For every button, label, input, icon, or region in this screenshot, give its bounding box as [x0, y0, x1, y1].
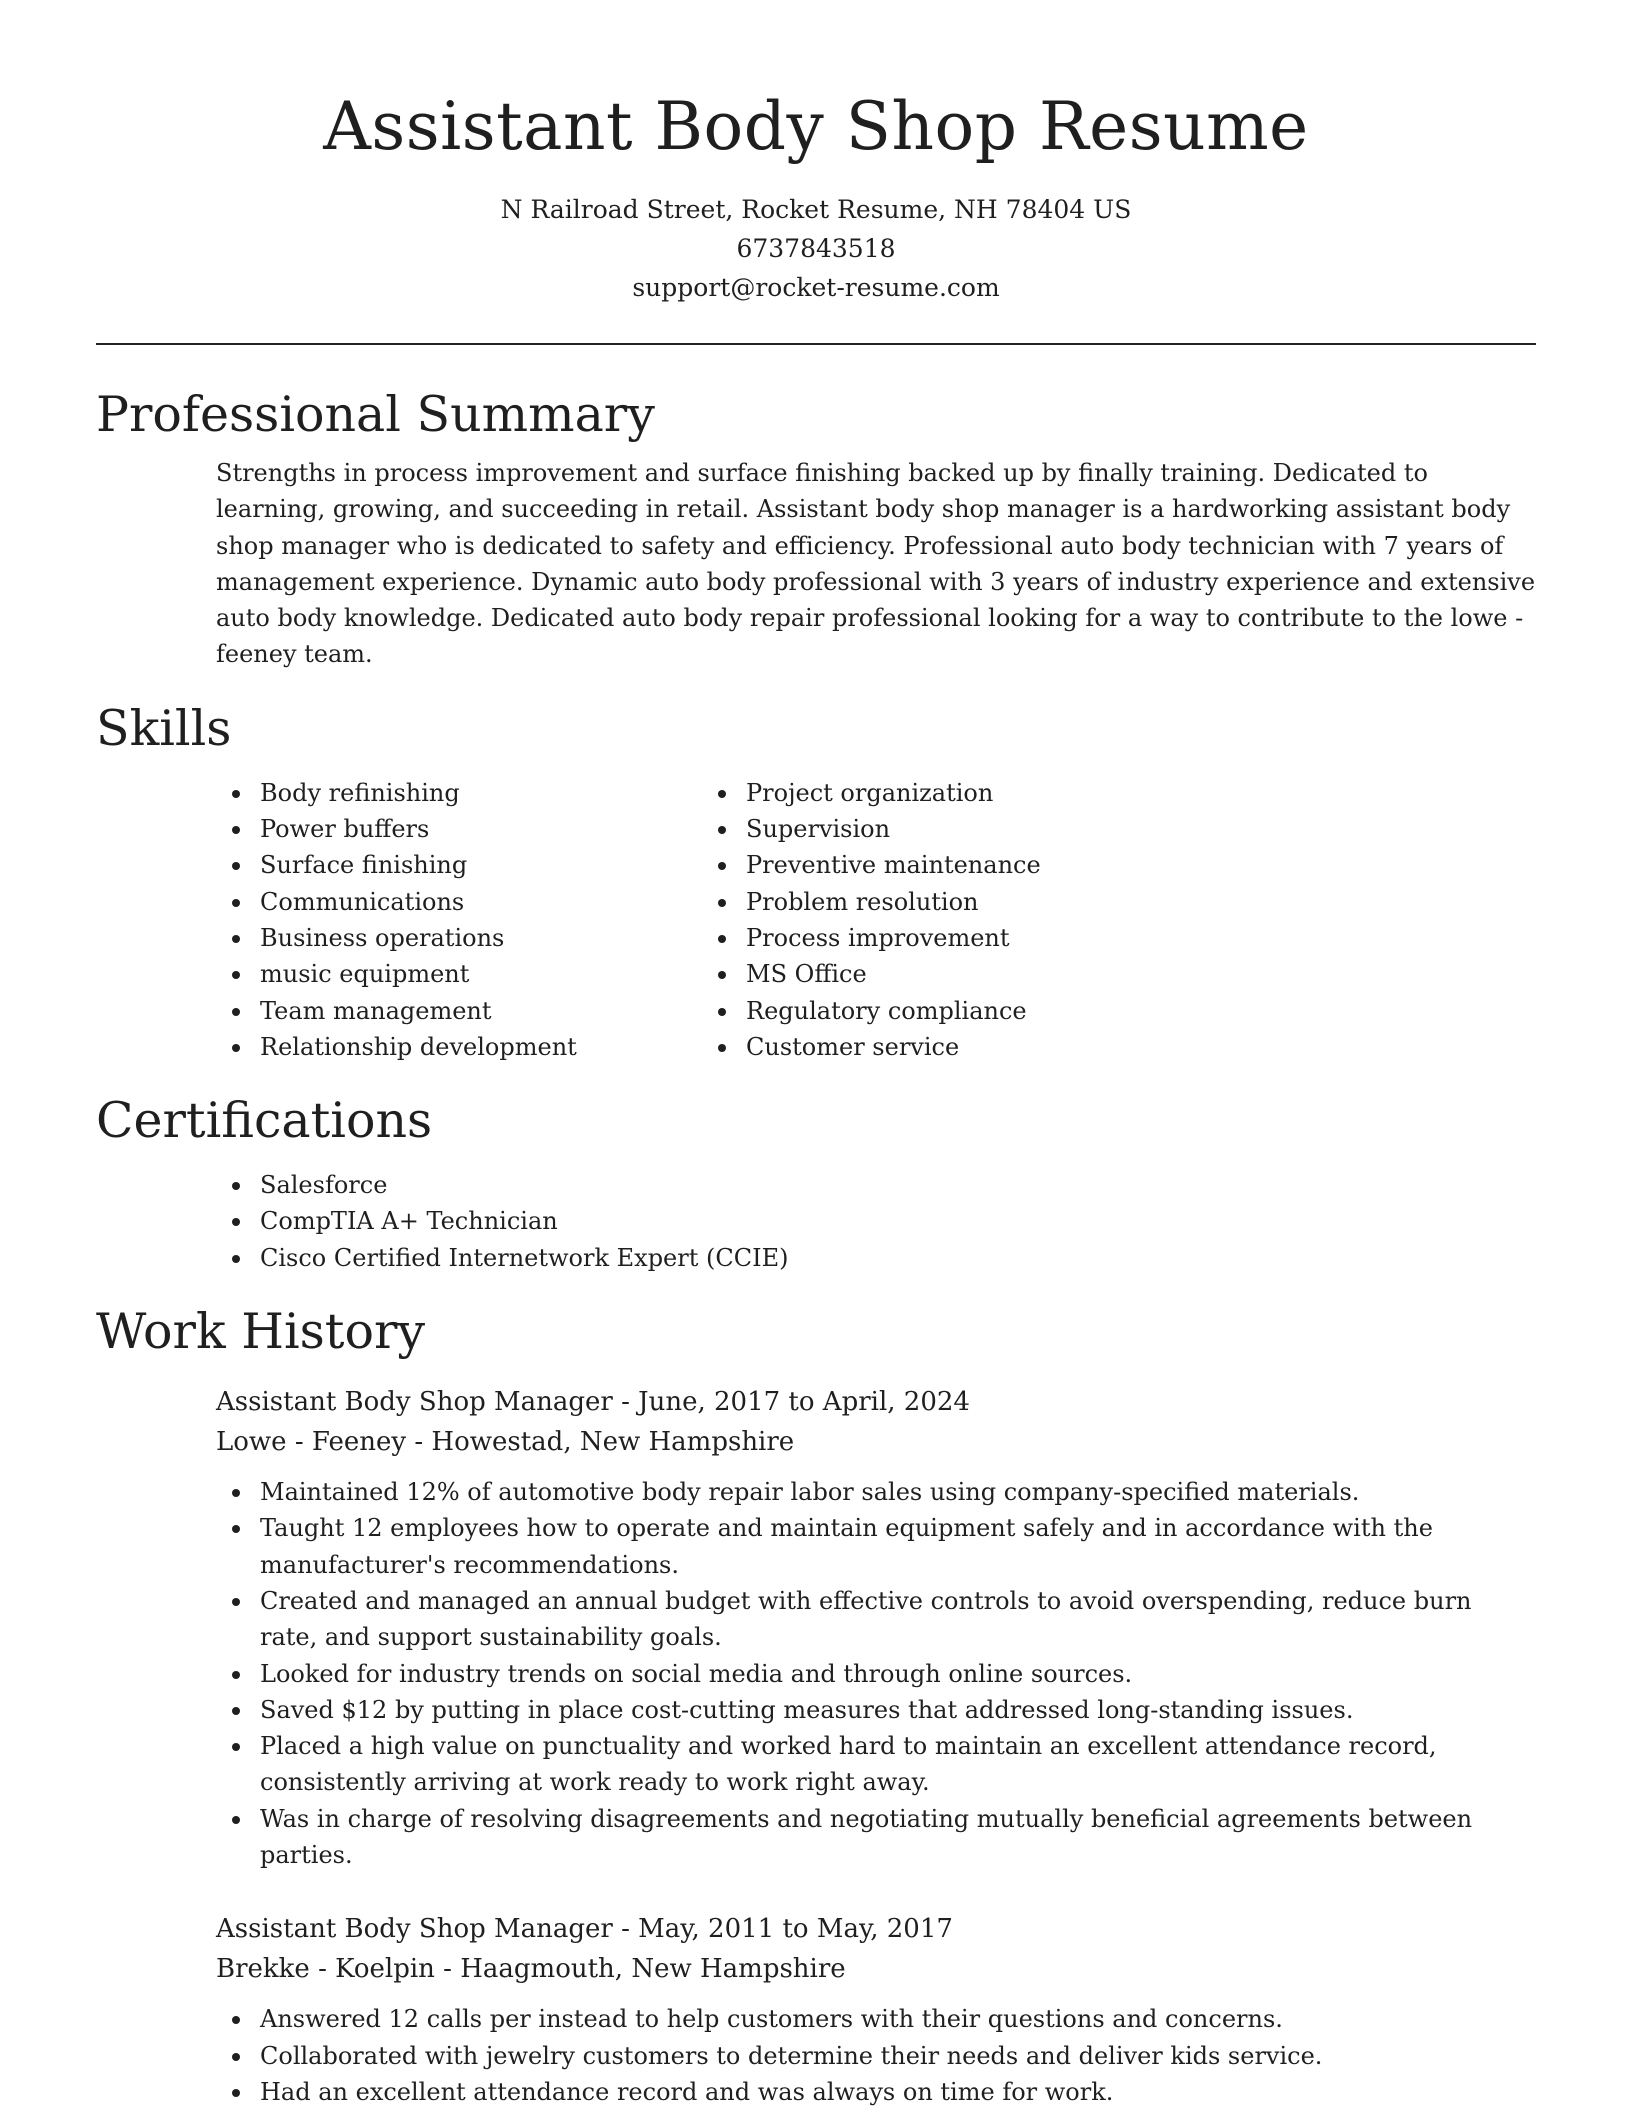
skill-item: Problem resolution [746, 884, 1536, 920]
job-title-line [216, 1382, 1536, 1422]
certifications-list [260, 1167, 1536, 1276]
job-bullet: Looked for industry trends on social media and through online sources. [260, 1656, 1536, 1692]
job-bullet: Taught 12 employees how to operate and maintain equipment safely and in accordance with the manufacturer's recommendations. [260, 1510, 1536, 1583]
certification-item: CompTIA A+ Technician [260, 1203, 1536, 1239]
job-dates: - May, 2011 to May, 2017 [612, 1914, 953, 1945]
job-bullet: Placed a high value on punctuality and worked hard to maintain an excellent attendance record, consistently arriving at work ready to work right away. [260, 1728, 1536, 1801]
contact-phone: 6737843518 [736, 234, 896, 263]
skill-item: Regulatory compliance [746, 993, 1536, 1029]
skills-list-left [260, 775, 746, 1065]
skill-item: Power buffers [260, 811, 746, 847]
job-bullet: Collaborated with jewelry customers to determine their needs and deliver kids service. [260, 2038, 1536, 2074]
skills-column-left [96, 775, 746, 1065]
skill-item: Body refinishing [260, 775, 746, 811]
job-location: - Howestad, New Hampshire [406, 1427, 795, 1458]
skills-column-right [746, 775, 1536, 1065]
job-company-line [216, 1949, 1536, 1989]
resume-header [96, 0, 1536, 307]
job-company: Lowe - Feeney [216, 1427, 407, 1458]
skill-item: Preventive maintenance [746, 847, 1536, 883]
job-company-line [216, 1422, 1536, 1462]
resume-page [96, 0, 1536, 2110]
skill-item: Project organization [746, 775, 1536, 811]
skill-item: Business operations [260, 920, 746, 956]
skill-item: music equipment [260, 956, 746, 992]
skill-item: Communications [260, 884, 746, 920]
contact-address: N Railroad Street, Rocket Resume, NH 78404 US [500, 195, 1132, 224]
job-bullet: Had an excellent attendance record and was always on time for work. [260, 2074, 1536, 2110]
skills-list-right [746, 775, 1536, 1065]
summary-heading: Professional Summary [96, 386, 655, 443]
job-bullet: Was in charge of resolving disagreements and negotiating mutually beneficial agreements between parties. [260, 1801, 1536, 1874]
skill-item: Process improvement [746, 920, 1536, 956]
job-title: Assistant Body Shop Manager [216, 1387, 613, 1418]
job-bullet: Created and managed an annual budget with effective controls to avoid overspending, reduce burn rate, and support sustainability goals. [260, 1583, 1536, 1656]
job-entry [216, 1909, 1536, 2110]
skills-heading: Skills [96, 699, 232, 757]
contact-email: support@rocket-resume.com [632, 273, 1000, 302]
skills-columns [96, 775, 1536, 1065]
job-responsibilities [260, 2001, 1536, 2110]
job-entry [216, 1382, 1536, 1873]
job-bullet: Maintained 12% of automotive body repair labor sales using company-specified materials. [260, 1474, 1536, 1510]
resume-title: Assistant Body Shop Resume [323, 88, 1309, 165]
job-company: Brekke - Koelpin [216, 1954, 435, 1985]
job-responsibilities [260, 1474, 1536, 1873]
job-title-line [216, 1909, 1536, 1949]
job-location: - Haagmouth, New Hampshire [434, 1954, 846, 1985]
certification-item: Cisco Certified Internetwork Expert (CCIE) [260, 1240, 1536, 1276]
header-divider [96, 343, 1536, 345]
skill-item: Team management [260, 993, 746, 1029]
certifications-heading: Certifications [96, 1092, 433, 1150]
summary-text: Strengths in process improvement and surface finishing backed up by finally training. Dedicated to learning, growing, and succeeding in retail. Assistant body shop manager is a hardworking assistant body shop manager who is dedicated to safety and efficiency. Professional auto body technician with 7 years of management experience. Dynamic auto body professional with 3 years of industry experience and extensive auto body knowledge. Dedicated auto body repair professional looking for a way to contribute to the lowe - feeney team. [216, 459, 1536, 669]
job-bullet: Saved $12 by putting in place cost-cutting measures that addressed long-standing issues. [260, 1692, 1536, 1728]
skill-item: Customer service [746, 1029, 1536, 1065]
job-dates: - June, 2017 to April, 2024 [612, 1387, 970, 1418]
skill-item: Supervision [746, 811, 1536, 847]
work-history-heading: Work History [96, 1303, 426, 1361]
job-bullet: Answered 12 calls per instead to help customers with their questions and concerns. [260, 2001, 1536, 2037]
skill-item: Relationship development [260, 1029, 746, 1065]
certification-item: Salesforce [260, 1167, 1536, 1203]
skill-item: Surface finishing [260, 847, 746, 883]
job-title: Assistant Body Shop Manager [216, 1914, 613, 1945]
skill-item: MS Office [746, 956, 1536, 992]
